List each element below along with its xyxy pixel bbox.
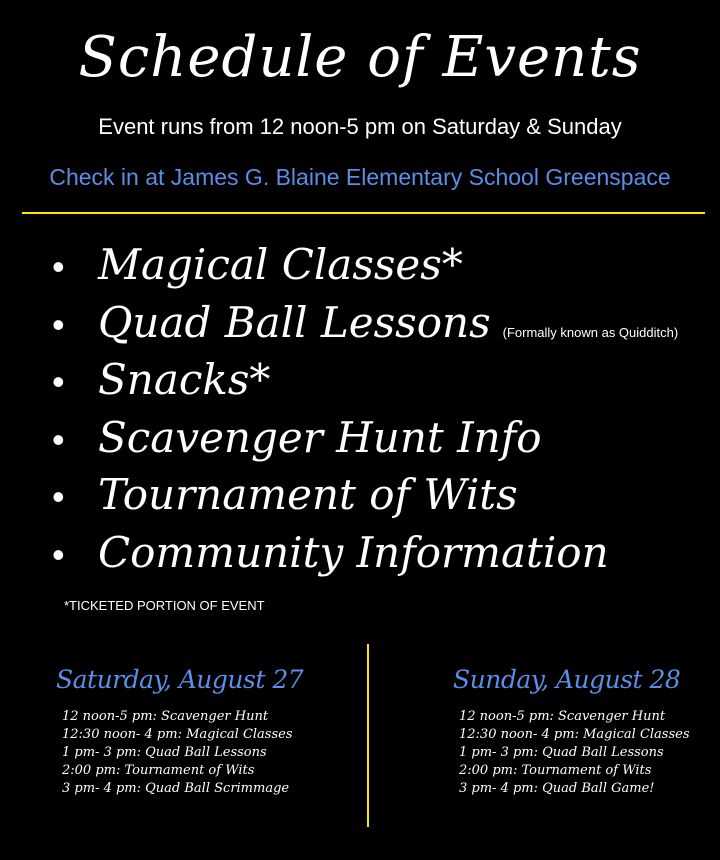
activity-label: Community Information (98, 527, 609, 577)
bullet-icon: • (52, 361, 65, 403)
schedule-item: 1 pm- 3 pm: Quad Ball Lessons (62, 745, 267, 760)
activity-label: Magical Classes* (98, 240, 463, 289)
activity-list (52, 236, 678, 582)
activity-item (52, 524, 678, 582)
activity-label: Tournament of Wits (98, 470, 518, 520)
activity-item (52, 294, 678, 352)
event-hours: Event runs from 12 noon-5 pm on Saturday & Sunday (98, 114, 622, 139)
schedule-item: 12:30 noon- 4 pm: Magical Classes (62, 727, 293, 742)
activity-item (52, 466, 678, 524)
saturday-schedule (56, 660, 303, 798)
activity-note: (Formally known as Quidditch) (502, 324, 679, 340)
schedule-item: 2:00 pm: Tournament of Wits (459, 763, 652, 778)
activity-label: Snacks* (98, 355, 271, 405)
schedule-item: 12 noon-5 pm: Scavenger Hunt (459, 709, 666, 724)
activity-label: Scavenger Hunt Info (98, 412, 542, 462)
schedule-item: 12:30 noon- 4 pm: Magical Classes (459, 727, 690, 742)
page-title: Schedule of Events (78, 25, 642, 90)
schedule-item: 12 noon-5 pm: Scavenger Hunt (62, 709, 269, 724)
schedule-item: 1 pm- 3 pm: Quad Ball Lessons (459, 745, 664, 760)
sunday-schedule (453, 660, 690, 798)
activity-label: Quad Ball Lessons (98, 297, 491, 347)
bullet-icon: • (52, 476, 65, 518)
activity-item (52, 236, 678, 294)
activity-item (52, 409, 678, 467)
bullet-icon: • (52, 246, 65, 287)
schedule-item: 3 pm- 4 pm: Quad Ball Game! (459, 781, 655, 796)
day-items (62, 708, 303, 798)
vertical-divider (367, 644, 369, 827)
day-heading: Saturday, August 27 (56, 665, 304, 694)
schedule-item: 3 pm- 4 pm: Quad Ball Scrimmage (62, 781, 290, 796)
horizontal-divider (22, 212, 705, 214)
bullet-icon: • (52, 303, 65, 345)
ticketed-note: *TICKETED PORTION OF EVENT (64, 598, 265, 613)
day-items (459, 708, 690, 798)
bullet-icon: • (52, 533, 65, 575)
schedule-item: 2:00 pm: Tournament of Wits (62, 763, 255, 778)
check-in-location: Check in at James G. Blaine Elementary School Greenspace (49, 164, 671, 190)
day-heading: Sunday, August 28 (453, 665, 681, 694)
bullet-icon: • (52, 418, 65, 460)
